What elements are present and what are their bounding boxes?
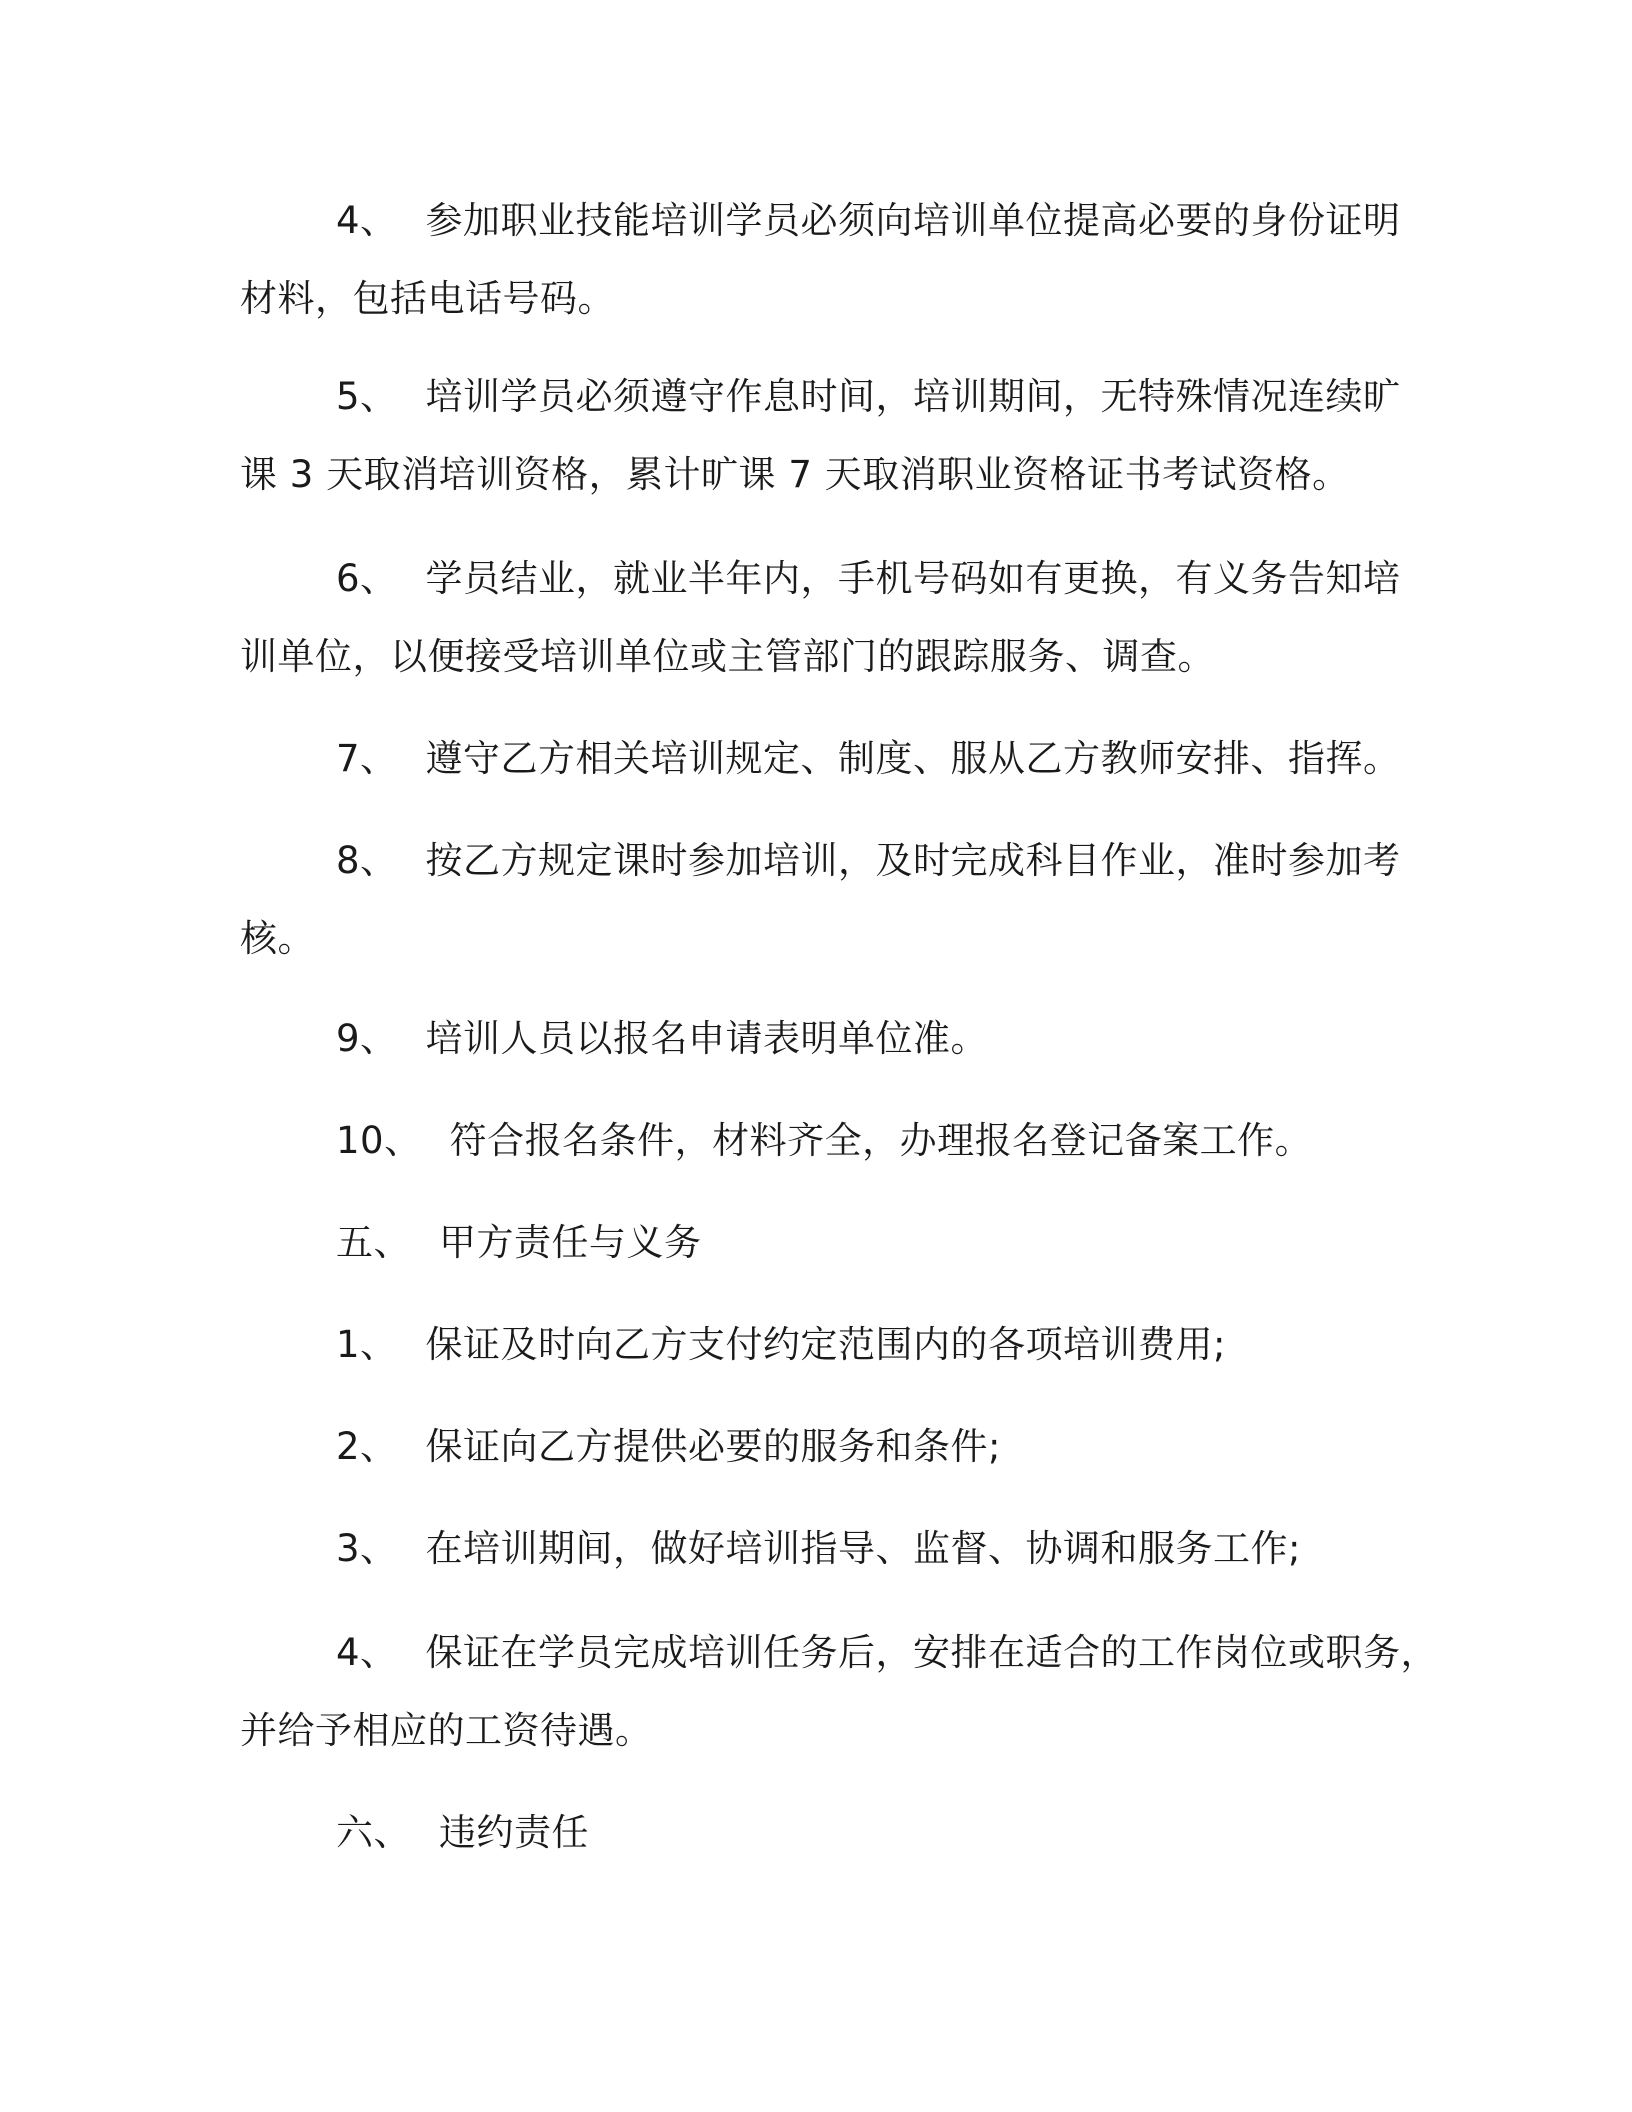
paragraph-text: 培训人员以报名申请表明单位准。 xyxy=(425,1017,989,1060)
paragraph-item-2 xyxy=(240,1408,1400,1486)
item-number: 6、 xyxy=(336,557,398,600)
section-heading-5 xyxy=(240,1204,1400,1282)
paragraph-continuation: 材料，包括电话号码。 xyxy=(240,277,615,320)
paragraph-item-8 xyxy=(240,822,1400,978)
paragraph-text: 保证向乙方提供必要的服务和条件; xyxy=(425,1425,1002,1468)
item-number: 1、 xyxy=(336,1323,398,1366)
item-number: 2、 xyxy=(336,1425,398,1468)
paragraph-item-6 xyxy=(240,540,1400,696)
paragraph-text: 符合报名条件，材料齐全，办理报名登记备案工作。 xyxy=(449,1119,1313,1162)
paragraph-continuation: 课 3 天取消培训资格，累计旷课 7 天取消职业资格证书考试资格。 xyxy=(240,453,1350,496)
section-number: 五、 xyxy=(336,1221,411,1264)
paragraph-item-7 xyxy=(240,720,1400,798)
item-number: 9、 xyxy=(336,1017,398,1060)
item-number: 3、 xyxy=(336,1527,398,1570)
paragraph-continuation: 核。 xyxy=(240,917,315,960)
paragraph-item-9 xyxy=(240,1000,1400,1078)
item-number: 10、 xyxy=(336,1119,422,1162)
paragraph-item-3 xyxy=(240,1510,1400,1588)
section-title: 甲方责任与义务 xyxy=(439,1221,702,1264)
paragraph-text: 按乙方规定课时参加培训，及时完成科目作业，准时参加考 xyxy=(425,839,1401,882)
paragraph-continuation: 并给予相应的工资待遇。 xyxy=(240,1709,653,1752)
paragraph-item-1 xyxy=(240,1306,1400,1384)
paragraph-text: 培训学员必须遵守作息时间，培训期间，无特殊情况连续旷 xyxy=(425,375,1401,418)
paragraph-text: 在培训期间，做好培训指导、监督、协调和服务工作; xyxy=(425,1527,1302,1570)
paragraph-text: 遵守乙方相关培训规定、制度、服从乙方教师安排、指挥。 xyxy=(425,737,1401,780)
section-title: 违约责任 xyxy=(439,1811,589,1854)
paragraph-text: 保证在学员完成培训任务后，安排在适合的工作岗位或职务， xyxy=(425,1631,1439,1674)
item-number: 8、 xyxy=(336,839,398,882)
paragraph-text: 参加职业技能培训学员必须向培训单位提高必要的身份证明 xyxy=(425,199,1401,242)
item-number: 5、 xyxy=(336,375,398,418)
item-number: 4、 xyxy=(336,199,398,242)
paragraph-item-4b xyxy=(240,1614,1439,1770)
item-number: 7、 xyxy=(336,737,398,780)
section-heading-6 xyxy=(240,1794,1400,1872)
paragraph-continuation: 训单位，以便接受培训单位或主管部门的跟踪服务、调查。 xyxy=(240,635,1215,678)
paragraph-text: 学员结业，就业半年内，手机号码如有更换，有义务告知培 xyxy=(425,557,1401,600)
paragraph-item-10 xyxy=(240,1102,1400,1180)
paragraph-text: 保证及时向乙方支付约定范围内的各项培训费用; xyxy=(425,1323,1227,1366)
item-number: 4、 xyxy=(336,1631,398,1674)
paragraph-item-5 xyxy=(240,358,1400,514)
section-number: 六、 xyxy=(336,1811,411,1854)
paragraph-item-4 xyxy=(240,182,1400,338)
